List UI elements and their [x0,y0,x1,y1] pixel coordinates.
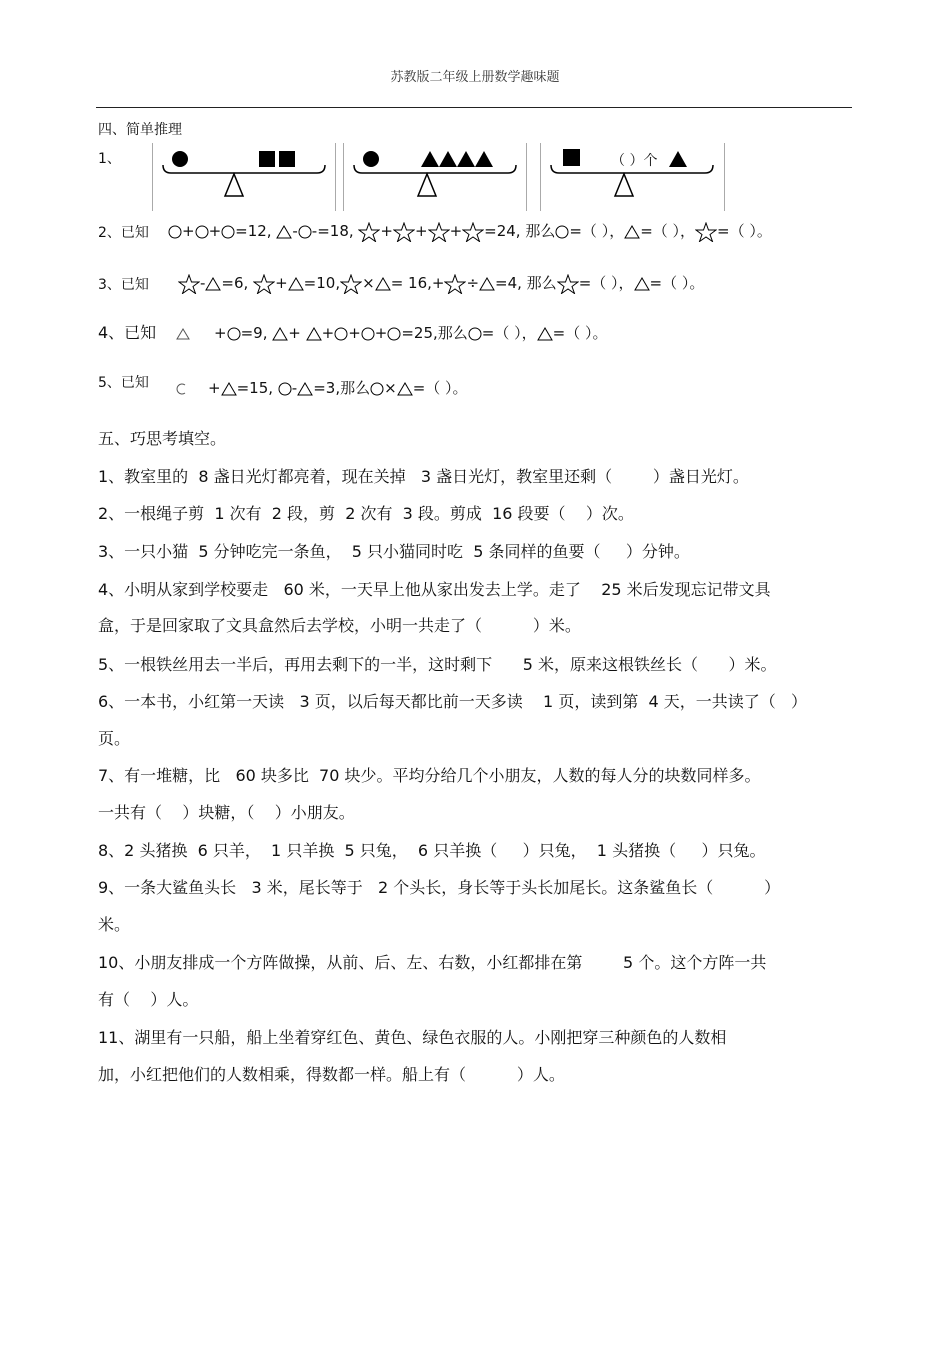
fulcrum-triangle-icon [225,174,243,196]
s5-line: 一共有（ ）块糖，（ ）小朋友。 [98,803,355,822]
circle-icon [555,225,569,239]
square-icon [259,151,275,167]
triangle-icon [397,382,413,396]
q4-number: 4、已知 [98,323,157,342]
circle-icon [221,225,235,239]
triangle-icon [479,277,495,291]
s5-line: 6、一本书，小红第一天读 3 页，以后每天都比前一天多读 1 页，读到第 4 天，一共读了（ ） [98,692,808,711]
q4-text: =9, [240,324,268,342]
q4-text: =（ ）， [481,324,537,342]
q2-text: =24, 那么 [484,222,556,240]
triangle-icon [669,151,687,167]
star-icon [557,274,579,294]
triangle-icon [624,225,640,239]
triangle-icon [176,328,190,340]
triangle-icon [221,382,237,396]
circle-icon [227,327,241,341]
q5-text: =（ ）。 [412,379,468,397]
q5-text: + [208,379,221,397]
section-4-title: 四、简单推理 [98,122,182,138]
s5-line: 10、小朋友排成一个方阵做操，从前、后、左、右数，小红都排在第 5 个。这个方阵一共 [98,953,767,972]
q2-text: =（ ）。 [717,222,772,240]
triangle-icon [421,151,439,167]
q2-text: - [292,222,298,240]
fulcrum-triangle-icon [418,174,436,196]
balance-panel-1 [152,143,336,211]
star-icon [178,274,200,294]
s5-line: 米。 [98,915,131,934]
circle-icon [370,382,384,396]
circle-icon [361,327,375,341]
star-icon [253,274,275,294]
circle-icon [363,151,379,167]
q5-text: =3,那么 [313,379,371,397]
q5-text: =15, [236,379,274,397]
fulcrum-triangle-icon [615,174,633,196]
q3-text: = 16,+ [390,274,445,292]
q2-text: + [380,222,393,240]
q3-number: 3、已知 [98,277,149,293]
triangle-icon [205,277,221,291]
q3-text: ÷ [466,274,480,292]
q2-text: -=18, [311,222,354,240]
q4-text: + [348,324,361,342]
triangle-icon [306,327,322,341]
star-icon [444,274,466,294]
circle-icon [195,225,209,239]
q4-text: =25,那么 [401,324,468,342]
circle-icon [172,151,188,167]
s5-line: 1、教室里的 8 盏日光灯都亮着，现在关掉 3 盏日光灯，教室里还剩（ ）盏日光灯。 [98,467,749,486]
q4-text: + [374,324,388,342]
q2-text: + [415,222,428,240]
q3-text: × [362,274,375,292]
star-icon [340,274,362,294]
q2-text: + [449,222,463,240]
q4-text: + [288,324,301,342]
q3-text: + [275,274,288,292]
balance-panel-3 [540,143,725,211]
s5-line: 2、一根绳子剪 1 次有 2 段，剪 2 次有 3 段。剪成 16 段要（ ）次。 [98,504,634,523]
q2-text: + [208,222,222,240]
s5-line: 盒，于是回家取了文具盒然后去学校，小明一共走了（ ）米。 [98,616,581,635]
q2-text: + [182,222,195,240]
s5-line: 8、2 头猪换 6 只羊， 1 只羊换 5 只兔， 6 只羊换（ ）只兔， 1 头猪换（ ）只兔。 [98,841,766,860]
q5-text: × [384,379,397,397]
q5-text: - [291,379,298,397]
s5-line: 4、小明从家到学校要走 60 米，一天早上他从家出发去上学。走了 25 米后发现忘记带文具 [98,580,771,599]
circle-icon [468,327,482,341]
q5-line [98,372,468,398]
q3-text: =4, 那么 [495,274,557,292]
triangle-icon [375,277,391,291]
s5-line: 5、一根铁丝用去一半后，再用去剩下的一半，这时剩下 5 米，原来这根铁丝长（ ）米。 [98,655,777,674]
q1-number: 1、 [98,151,121,167]
s5-line: 7、有一堆糖，比 60 块多比 70 块少。平均分给几个小朋友，人数的每人分的块数同样多。 [98,766,761,785]
q3-line [98,272,705,298]
s5-line: 有（ ）人。 [98,990,199,1009]
star-icon [393,222,415,242]
section-5-title: 五、巧思考填空。 [98,429,227,448]
q3-text: =（ ）。 [649,274,705,292]
triangle-icon [537,327,553,341]
star-icon [358,222,380,242]
q2-text: =12, [235,222,272,240]
panel-3-label: （ ）个 [611,153,658,169]
balance-panel-2 [343,143,527,211]
star-icon [428,222,450,242]
q4-line [98,320,608,346]
q2-text: =（ ）， [569,222,625,240]
circle-icon [334,327,348,341]
circle-icon [168,225,182,239]
header-rule [96,107,852,108]
star-icon [695,222,717,242]
q2-number: 2、已知 [98,225,149,241]
circle-icon [278,382,292,396]
s5-line: 页。 [98,729,131,748]
square-icon [279,151,295,167]
q3-text: =（ ）， [578,274,634,292]
triangle-icon [457,151,475,167]
triangle-icon [288,277,304,291]
circle-icon [387,327,401,341]
triangle-icon [634,277,650,291]
q4-text: =（ ）。 [552,324,608,342]
q4-text: + [214,324,227,342]
s5-line: 11、湖里有一只船，船上坐着穿红色、黄色、绿色衣服的人。小刚把穿三种颜色的人数相 [98,1028,727,1047]
q3-text: - [200,274,206,292]
q5-number: 5、已知 [98,375,149,391]
triangle-icon [276,225,292,239]
q3-text: =6, [221,274,249,292]
circle-icon [298,225,312,239]
q3-text: =10, [303,274,341,292]
circle-icon [174,382,188,396]
triangle-icon [439,151,457,167]
s5-line: 加，小红把他们的人数相乘，得数都一样。船上有（ ）人。 [98,1065,565,1084]
q2-line [98,220,772,244]
q4-text: + [321,324,335,342]
star-icon [462,222,484,242]
triangle-icon [475,151,493,167]
s5-line: 9、一条大鲨鱼头长 3 米，尾长等于 2 个头长，身长等于头长加尾长。这条鲨鱼长（ ） [98,878,781,897]
triangle-icon [297,382,313,396]
triangle-icon [272,327,288,341]
square-icon [563,149,580,166]
page-header: 苏教版二年级上册数学趣味题 [390,70,560,85]
s5-line: 3、一只小猫 5 分钟吃完一条鱼， 5 只小猫同时吃 5 条同样的鱼要（ ）分钟。 [98,542,690,561]
q2-text: =（ ）， [640,222,696,240]
